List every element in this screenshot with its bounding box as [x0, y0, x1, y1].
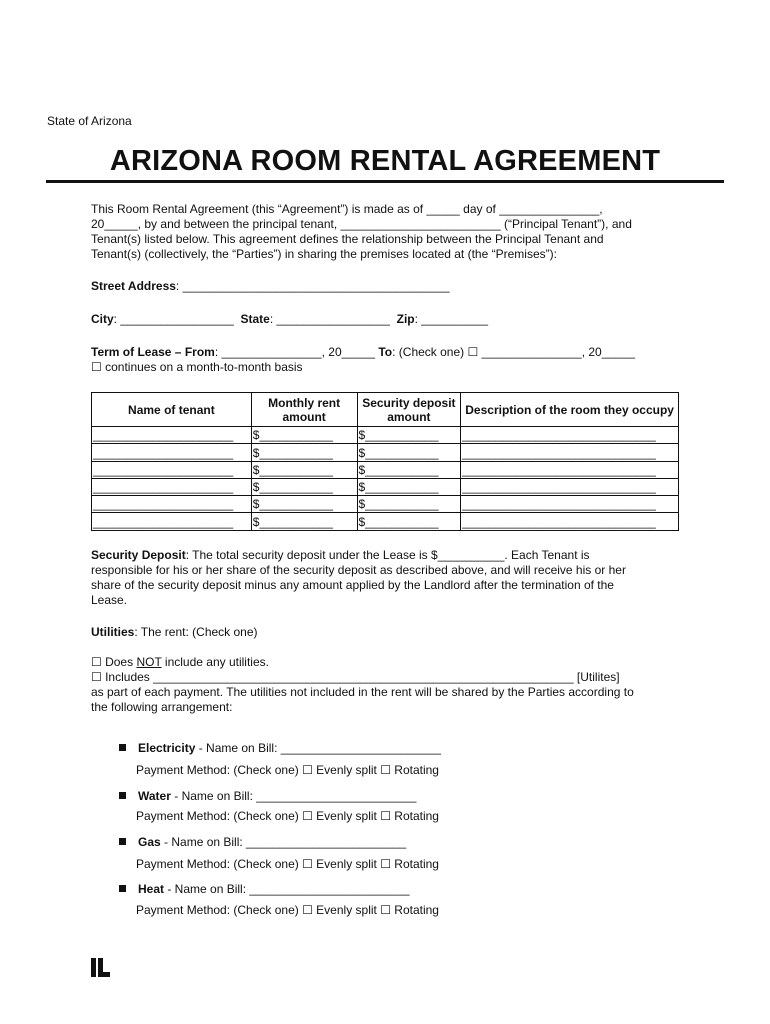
utilities-heading: [91, 625, 681, 640]
not-emphasis: NOT: [136, 655, 162, 669]
utility-item-electricity: [119, 741, 679, 778]
utility-item-water: [119, 789, 679, 824]
utilities-options: [91, 655, 681, 715]
street-address-label: Street Address: [91, 279, 176, 293]
street-address-blank[interactable]: : ________________________________________: [175, 279, 450, 293]
intro-paragraph: [91, 202, 681, 262]
tenant-name-cell[interactable]: _____________________: [92, 478, 252, 495]
security-deposit-label: Security Deposit: [91, 548, 186, 562]
bullet-square-icon: [119, 885, 126, 892]
includes-checkbox[interactable]: ☐ Includes _______________________________________________________________ [Utilites]: [91, 670, 620, 684]
room-description-cell[interactable]: _____________________________: [461, 427, 679, 444]
room-description-cell[interactable]: _____________________________: [461, 513, 679, 530]
table-header-row: [92, 393, 679, 427]
security-deposit-cell[interactable]: $___________: [357, 427, 461, 444]
security-deposit-cell[interactable]: $___________: [357, 513, 461, 530]
payment-method-options[interactable]: Payment Method: (Check one) ☐ Evenly split ☐ Rotating: [136, 763, 439, 777]
does-prefix: ☐ Does: [91, 655, 137, 669]
zip-label: Zip: [396, 312, 415, 326]
street-address-line: [91, 279, 681, 294]
header-name-of-tenant: Name of tenant: [92, 393, 252, 427]
monthly-rent-cell[interactable]: $___________: [251, 461, 357, 478]
monthly-rent-cell[interactable]: $___________: [251, 427, 357, 444]
security-deposit-cell[interactable]: $___________: [357, 496, 461, 513]
security-deposit-line[interactable]: : The total security deposit under the Lease is $__________. Each Tenant is: [185, 548, 590, 562]
room-description-cell[interactable]: _____________________________: [461, 496, 679, 513]
city-label: City: [91, 312, 114, 326]
security-deposit-line: responsible for his or her share of the security deposit as described above, and will receive his or her: [91, 563, 626, 577]
table-row: [92, 513, 679, 530]
utility-name: Water: [138, 789, 171, 803]
state-blank[interactable]: : _________________: [269, 312, 390, 326]
payment-method-options[interactable]: Payment Method: (Check one) ☐ Evenly split ☐ Rotating: [136, 903, 439, 917]
payment-method-options[interactable]: Payment Method: (Check one) ☐ Evenly split ☐ Rotating: [136, 809, 439, 823]
bullet-square-icon: [119, 838, 126, 845]
does-suffix: include any utilities.: [161, 655, 269, 669]
month-to-month-checkbox[interactable]: ☐ continues on a month-to-month basis: [91, 360, 303, 374]
zip-blank[interactable]: : __________: [414, 312, 489, 326]
table-row: [92, 478, 679, 495]
intro-line: Tenant(s) listed below. This agreement defines the relationship between the Principal Tenant and: [91, 232, 604, 246]
tenant-name-cell[interactable]: _____________________: [92, 427, 252, 444]
title-divider: [46, 180, 724, 183]
monthly-rent-cell[interactable]: $___________: [251, 496, 357, 513]
term-from-blank[interactable]: : _______________, 20_____: [214, 345, 375, 359]
table-row: [92, 444, 679, 461]
header-security-deposit: Security deposit amount: [357, 393, 461, 427]
monthly-rent-cell[interactable]: $___________: [251, 513, 357, 530]
monthly-rent-cell[interactable]: $___________: [251, 478, 357, 495]
utilities-arrangement-line: as part of each payment. The utilities not included in the rent will be shared by the Parties according to: [91, 685, 634, 699]
utilities-label: Utilities: [91, 625, 135, 639]
security-deposit-section: [91, 548, 681, 608]
security-deposit-line: Lease.: [91, 593, 128, 607]
bullet-square-icon: [119, 792, 126, 799]
state-field-label: State: [240, 312, 270, 326]
table-row: [92, 496, 679, 513]
utility-bill-blank[interactable]: - Name on Bill: ________________________: [170, 789, 417, 803]
room-description-cell[interactable]: _____________________________: [461, 444, 679, 461]
utility-bill-blank[interactable]: - Name on Bill: ________________________: [195, 741, 441, 755]
utility-item-gas: [119, 835, 679, 872]
term-label: Term of Lease – From: [91, 345, 215, 359]
payment-method-options[interactable]: Payment Method: (Check one) ☐ Evenly split ☐ Rotating: [136, 857, 439, 871]
table-row: [92, 427, 679, 444]
table-row: [92, 461, 679, 478]
term-of-lease: [91, 345, 681, 375]
monthly-rent-cell[interactable]: $___________: [251, 444, 357, 461]
document-title: ARIZONA ROOM RENTAL AGREEMENT: [109, 145, 661, 177]
utility-item-heat: [119, 882, 679, 918]
utility-bill-blank[interactable]: - Name on Bill: ________________________: [160, 835, 407, 849]
utility-name: Gas: [138, 835, 161, 849]
term-to-option[interactable]: : (Check one) ☐ _______________, 20_____: [392, 345, 636, 359]
security-deposit-line: share of the security deposit minus any amount applied by the Landlord after the termination of the: [91, 578, 614, 592]
intro-line: Tenant(s) (collectively, the “Parties”) in sharing the premises located at (the “Premises”):: [91, 247, 557, 261]
room-description-cell[interactable]: _____________________________: [461, 478, 679, 495]
utilities-arrangement-line: the following arrangement:: [91, 700, 233, 714]
city-state-zip-line: [91, 312, 681, 327]
tenant-name-cell[interactable]: _____________________: [92, 496, 252, 513]
utility-name: Heat: [138, 882, 165, 896]
city-blank[interactable]: : _________________: [113, 312, 234, 326]
state-label: State of Arizona: [47, 114, 132, 128]
intro-line: 20_____, by and between the principal tenant, ________________________ (“Principal Tenant”), and: [91, 217, 632, 231]
utility-name: Electricity: [138, 741, 196, 755]
tenant-name-cell[interactable]: _____________________: [92, 513, 252, 530]
security-deposit-cell[interactable]: $___________: [357, 478, 461, 495]
brand-logo-icon: [91, 958, 110, 977]
intro-line: This Room Rental Agreement (this “Agreement”) is made as of _____ day of _______________,: [91, 202, 603, 216]
utility-bill-blank[interactable]: - Name on Bill: ________________________: [164, 882, 410, 896]
header-room-description: Description of the room they occupy: [461, 393, 679, 427]
header-monthly-rent: Monthly rent amount: [251, 393, 357, 427]
utilities-check-one: : The rent: (Check one): [134, 625, 258, 639]
term-to-label: To: [378, 345, 393, 359]
room-description-cell[interactable]: _____________________________: [461, 461, 679, 478]
tenant-name-cell[interactable]: _____________________: [92, 444, 252, 461]
tenant-name-cell[interactable]: _____________________: [92, 461, 252, 478]
security-deposit-cell[interactable]: $___________: [357, 444, 461, 461]
does-not-include-checkbox[interactable]: [91, 655, 681, 670]
bullet-square-icon: [119, 744, 126, 751]
security-deposit-cell[interactable]: $___________: [357, 461, 461, 478]
tenants-table: [91, 392, 679, 531]
